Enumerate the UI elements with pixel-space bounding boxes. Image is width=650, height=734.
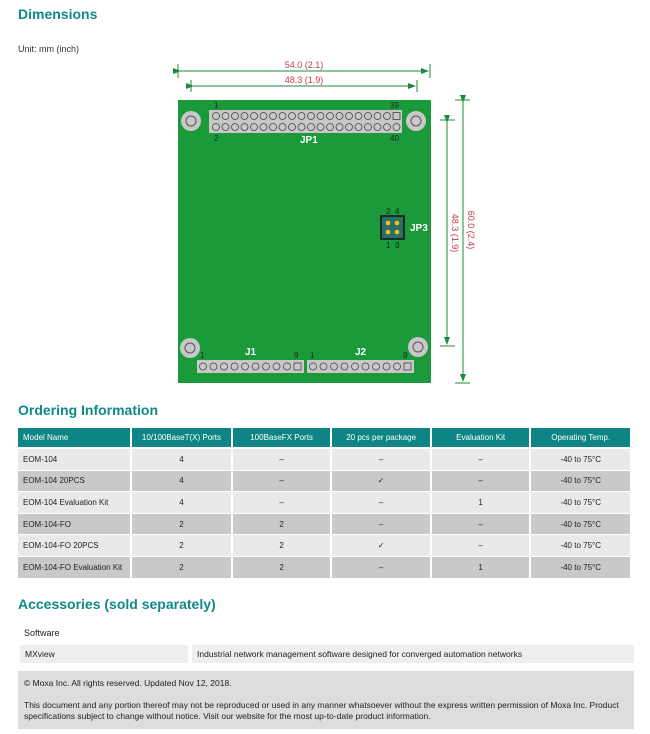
accessory-category: Software <box>24 628 60 638</box>
accessory-description: Industrial network management software designed for converged automation networks <box>192 645 634 663</box>
table-cell: -40 to 75°C <box>531 557 630 579</box>
jp3-pin-3-label: 3 <box>395 241 400 250</box>
j1-label: J1 <box>245 347 257 358</box>
column-header: Operating Temp. <box>531 428 630 449</box>
table-cell: 4 <box>132 471 230 493</box>
table-row <box>18 449 630 471</box>
width-outer-label: 54.0 (2.1) <box>284 60 324 70</box>
table-row <box>18 492 630 514</box>
table-cell: 1 <box>432 492 530 514</box>
jp1-label: JP1 <box>300 135 318 146</box>
table-cell: -40 to 75°C <box>531 492 630 514</box>
j1-pin-9-label: 9 <box>294 351 299 360</box>
height-inner-label: 48.3 (1.9) <box>450 213 460 253</box>
table-row <box>18 557 630 579</box>
table-cell: – <box>233 449 331 471</box>
column-header: Evaluation Kit <box>432 428 530 449</box>
table-cell: -40 to 75°C <box>531 514 630 536</box>
jp3-pin-2-label: 2 <box>386 207 391 216</box>
accessory-name: MXview <box>20 645 188 663</box>
copyright: © Moxa Inc. All rights reserved. Updated Nov 12, 2018. <box>24 678 232 688</box>
j1-header <box>197 360 304 373</box>
table-cell: 4 <box>132 492 230 514</box>
jp1-pin-40-label: 40 <box>390 134 399 143</box>
table-cell: EOM-104 20PCS <box>18 471 130 493</box>
table-row <box>18 471 630 493</box>
table-cell: ✓ <box>332 471 429 493</box>
table-cell: -40 to 75°C <box>531 471 630 493</box>
j2-pin-9-label: 9 <box>403 351 408 360</box>
footer <box>18 671 634 729</box>
table-cell: -40 to 75°C <box>531 535 630 557</box>
width-inner-label: 48.3 (1.9) <box>284 75 324 85</box>
accessories-heading: Accessories (sold separately) <box>18 596 216 612</box>
table-cell: – <box>332 557 429 579</box>
table-cell: EOM-104-FO <box>18 514 130 536</box>
table-cell: EOM-104-FO 20PCS <box>18 535 130 557</box>
table-cell: EOM-104-FO Evaluation Kit <box>18 557 130 579</box>
table-cell: – <box>432 514 530 536</box>
column-header: Model Name <box>18 428 130 449</box>
column-header: 20 pcs per package <box>332 428 429 449</box>
table-cell: -40 to 75°C <box>531 449 630 471</box>
table-cell: ✓ <box>332 535 429 557</box>
ordering-heading: Ordering Information <box>18 402 158 418</box>
j2-label: J2 <box>355 347 367 358</box>
column-header: 100BaseFX Ports <box>233 428 331 449</box>
table-cell: EOM-104 Evaluation Kit <box>18 492 130 514</box>
table-cell: 1 <box>432 557 530 579</box>
table-cell: 2 <box>132 514 230 536</box>
jp1-pin-2-label: 2 <box>214 134 219 143</box>
table-row <box>18 535 630 557</box>
unit-label: Unit: mm (inch) <box>18 44 80 54</box>
table-cell: – <box>233 492 331 514</box>
table-cell: – <box>432 449 530 471</box>
j2-header <box>307 360 414 373</box>
table-cell: – <box>432 471 530 493</box>
jp3-label: JP3 <box>410 223 428 234</box>
table-cell: 2 <box>233 514 331 536</box>
dimensions-heading: Dimensions <box>18 6 98 22</box>
table-cell: – <box>332 514 429 536</box>
table-cell: – <box>233 471 331 493</box>
table-cell: 4 <box>132 449 230 471</box>
height-outer-label: 60.0 (2.4) <box>466 210 476 250</box>
table-cell: 2 <box>132 535 230 557</box>
column-header: 10/100BaseT(X) Ports <box>132 428 230 449</box>
j1-pin-1-label: 1 <box>200 351 205 360</box>
table-cell: 2 <box>233 535 331 557</box>
jp1-pin-1-label: 1 <box>214 101 219 110</box>
table-cell: 2 <box>132 557 230 579</box>
jp3-header <box>381 216 404 239</box>
table-row <box>18 514 630 536</box>
jp1-pin-39-label: 39 <box>390 101 399 110</box>
legal-notice: This document and any portion thereof may not be reproduced or used in any manner whatsoever without the express written permission of Moxa Inc. Product specifications subject to change without notice. Visit our website for the most up-to-date product information. <box>24 700 619 721</box>
jp3-pin-1-label: 1 <box>386 241 391 250</box>
ordering-table <box>16 428 632 579</box>
table-cell: – <box>332 449 429 471</box>
j2-pin-1-label: 1 <box>310 351 315 360</box>
table-cell: – <box>432 535 530 557</box>
jp3-pin-4-label: 4 <box>395 207 400 216</box>
table-cell: – <box>332 492 429 514</box>
table-cell: EOM-104 <box>18 449 130 471</box>
table-cell: 2 <box>233 557 331 579</box>
